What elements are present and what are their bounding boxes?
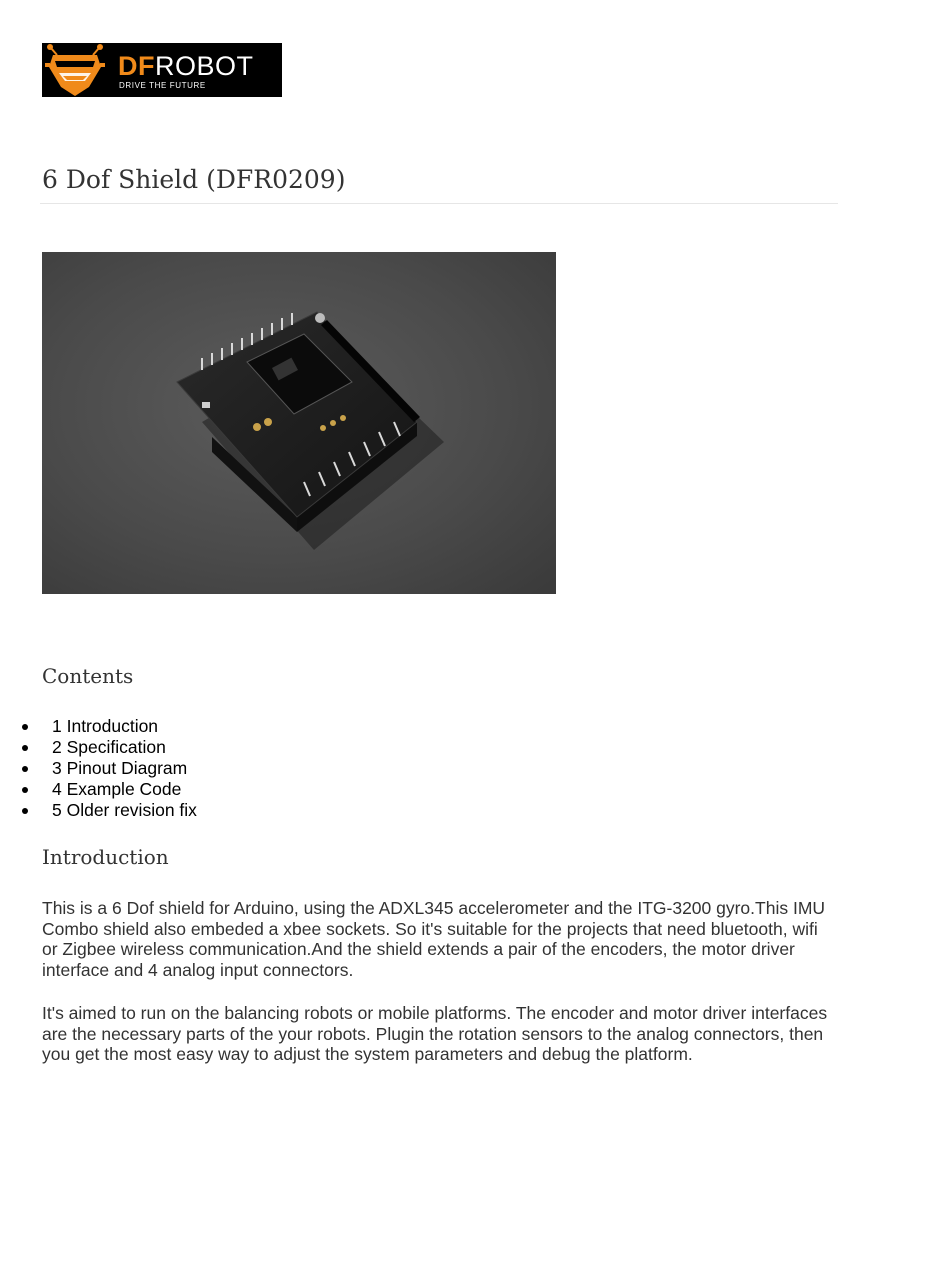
introduction-heading: Introduction [42, 845, 169, 869]
logo-robot-text: ROBOT [155, 51, 254, 81]
bullet-icon [22, 724, 28, 730]
toc-link-older-revision-fix[interactable]: 5 Older revision fix [52, 800, 197, 820]
page-title: 6 Dof Shield (DFR0209) [42, 165, 346, 194]
introduction-paragraph-1: This is a 6 Dof shield for Arduino, using the ADXL345 accelerometer and the ITG-3200 gyro.This IMU Combo shield also embeded a xbee sockets. So it's suitable for the projects that need bluetooth, wifi or Zigbee wireless communication.And the shield extends a pair of the encoders, the motor driver interface and 4 analog input connectors. [42, 898, 826, 980]
bullet-icon [22, 766, 28, 772]
dfrobot-logo[interactable] [42, 43, 282, 97]
logo-wordmark [118, 52, 254, 80]
toc-link-pinout-diagram[interactable]: 3 Pinout Diagram [52, 758, 188, 778]
bullet-icon [22, 808, 28, 814]
introduction-paragraph-2: It's aimed to run on the balancing robots or mobile platforms. The encoder and motor driver interfaces are the necessary parts of the your robots. Plugin the rotation sensors to the analog connectors, then you get the most easy way to adjust the system parameters and debug the platform. [42, 1003, 828, 1065]
logo-df-text: DF [118, 51, 155, 81]
product-photo [42, 252, 556, 594]
title-divider [40, 203, 838, 204]
bullet-icon [22, 745, 28, 751]
circuit-board-photo-icon [42, 252, 556, 594]
toc-link-specification[interactable]: 2 Specification [52, 737, 166, 757]
logo-tagline: DRIVE THE FUTURE [119, 81, 206, 90]
toc-link-introduction[interactable]: 1 Introduction [52, 716, 159, 736]
robot-mascot-icon [45, 43, 111, 97]
contents-heading: Contents [42, 664, 134, 688]
toc-link-example-code[interactable]: 4 Example Code [52, 779, 182, 799]
bullet-icon [22, 787, 28, 793]
